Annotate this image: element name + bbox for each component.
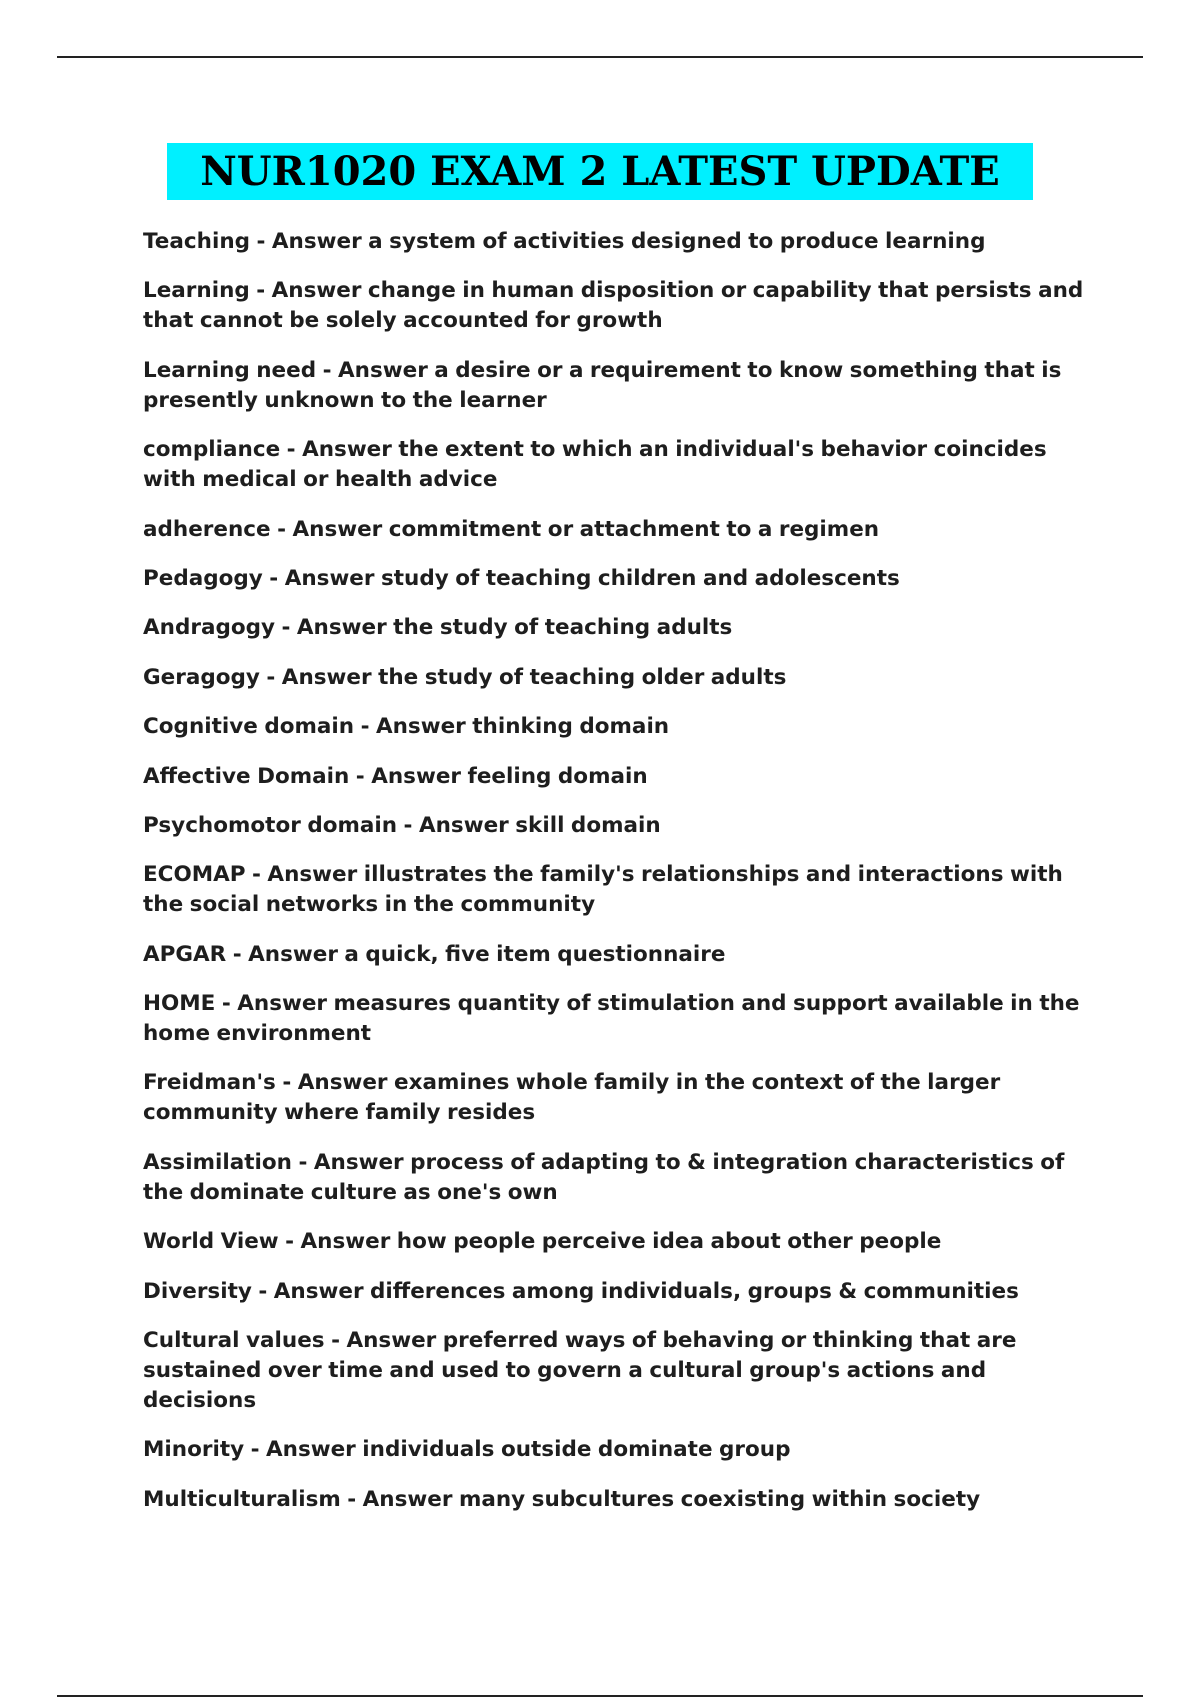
entry-psychomotor-domain: Psychomotor domain - Answer skill domain [143,812,661,838]
entry-list [143,227,1093,1534]
entry-cognitive-domain: Cognitive domain - Answer thinking domain [143,714,670,740]
title-container [0,143,1200,200]
entry-andragogy: Andragogy - Answer the study of teaching adults [143,615,733,641]
entry-assimilation: Assimilation - Answer process of adapting to & integration characteristics of the dominate culture as one's own [143,1149,1065,1205]
entry-apgar: APGAR - Answer a quick, five item questionnaire [143,941,726,967]
entry-minority: Minority - Answer individuals outside dominate group [143,1437,791,1463]
entry-diversity: Diversity - Answer differences among individuals, groups & communities [143,1278,1019,1304]
entry-pedagogy: Pedagogy - Answer study of teaching children and adolescents [143,565,900,591]
entry-home: HOME - Answer measures quantity of stimulation and support available in the home environment [143,991,1080,1047]
entry-compliance: compliance - Answer the extent to which an individual's behavior coincides with medical or health advice [143,437,1047,493]
entry-learning: Learning - Answer change in human disposition or capability that persists and that cannot be solely accounted for growth [143,278,1084,334]
entry-learning-need: Learning need - Answer a desire or a requirement to know something that is presently unknown to the learner [143,357,1062,413]
entry-teaching: Teaching - Answer a system of activities designed to produce learning [143,229,986,254]
entry-adherence: adherence - Answer commitment or attachment to a regimen [143,516,880,542]
entry-geragogy: Geragogy - Answer the study of teaching older adults [143,664,787,690]
top-rule [57,56,1143,58]
document-title: NUR1020 EXAM 2 LATEST UPDATE [167,143,1033,200]
entry-multiculturalism: Multiculturalism - Answer many subcultures coexisting within society [143,1486,981,1512]
entry-cultural-values: Cultural values - Answer preferred ways of behaving or thinking that are sustained over time and used to govern a cultural group's actions and decisions [143,1328,1017,1414]
entry-freidmans: Freidman's - Answer examines whole family in the context of the larger community where family resides [143,1070,1001,1126]
entry-affective-domain: Affective Domain - Answer feeling domain [143,763,648,789]
bottom-rule [57,1695,1143,1697]
entry-world-view: World View - Answer how people perceive idea about other people [143,1229,942,1255]
entry-ecomap: ECOMAP - Answer illustrates the family's relationships and interactions with the social networks in the community [143,862,1063,918]
